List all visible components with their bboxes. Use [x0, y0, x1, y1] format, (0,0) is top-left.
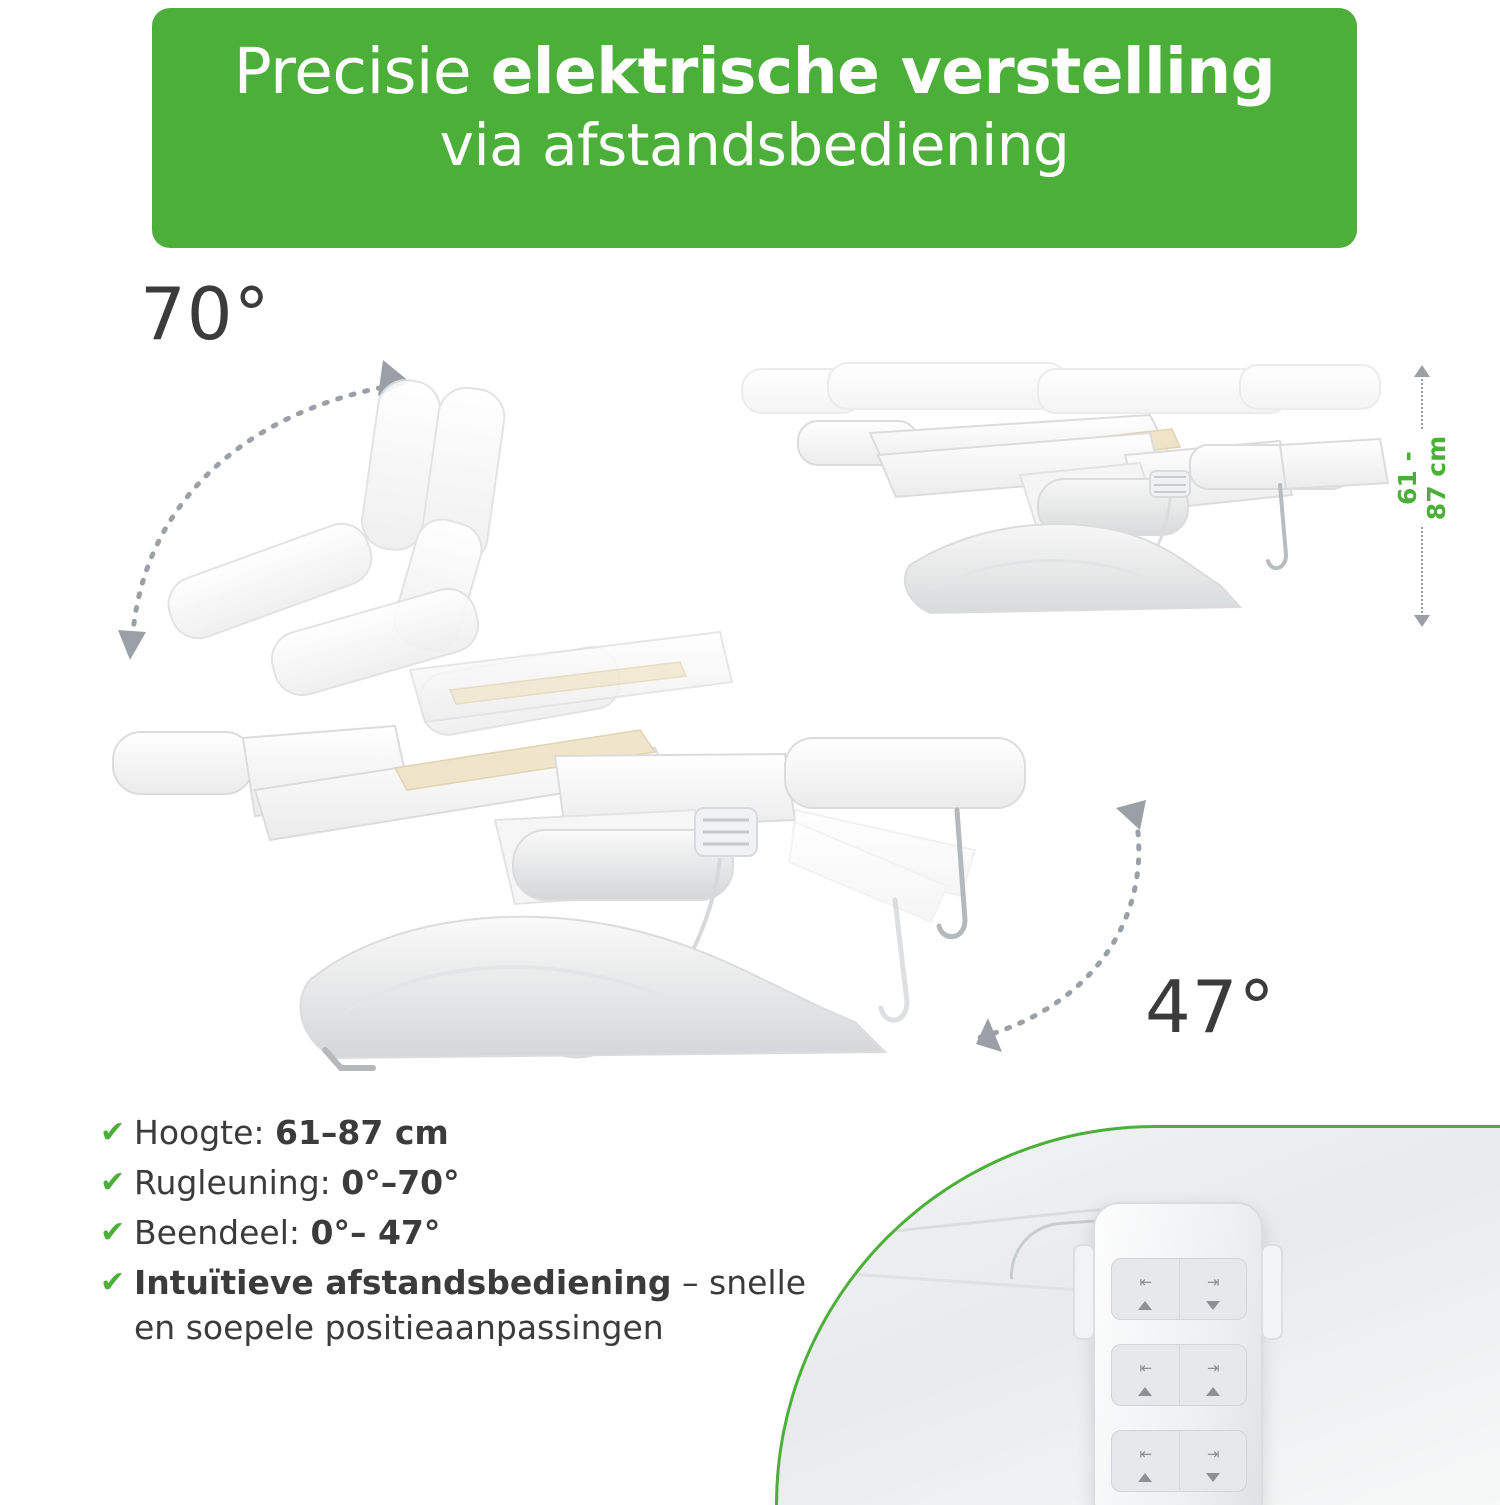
feature-label-legrest: Beendeel: [134, 1213, 311, 1252]
check-icon: ✔ [100, 1115, 126, 1150]
check-icon: ✔ [100, 1215, 126, 1250]
arrow-up-icon [1138, 1301, 1152, 1310]
remote-button-row-3[interactable] [1111, 1430, 1247, 1492]
feature-suffix-remote: – snelle [671, 1263, 807, 1302]
feature-item-legrest [100, 1210, 860, 1256]
feature-value-legrest: 0°– 47° [310, 1213, 441, 1252]
feature-label-height: Hoogte: [134, 1113, 275, 1152]
remote-button-3-right[interactable] [1179, 1431, 1247, 1491]
banner-title-line1 [152, 34, 1357, 110]
height-icon: ⇤ [1139, 1445, 1152, 1463]
feature-text-legrest [134, 1210, 440, 1256]
arrow-down-icon [1206, 1301, 1220, 1310]
arrow-up-icon [1206, 1387, 1220, 1396]
check-icon: ✔ [100, 1165, 126, 1200]
remote-button-1-right[interactable] [1179, 1259, 1247, 1319]
feature-line2-remote: en soepele positieaanpassingen [134, 1308, 664, 1347]
backrest-icon: ⇥ [1206, 1273, 1219, 1291]
feature-list [100, 1110, 860, 1354]
check-icon: ✔ [100, 1265, 126, 1300]
feature-value-remote: Intuïtieve afstandsbediening [134, 1263, 672, 1302]
feature-item-backrest [100, 1160, 860, 1206]
remote-button-row-1[interactable] [1111, 1258, 1247, 1320]
feature-value-height: 61–87 cm [275, 1113, 449, 1152]
remote-button-2-left[interactable] [1112, 1345, 1179, 1405]
remote-closeup-inset [775, 1125, 1500, 1505]
arrow-down-icon [1206, 1473, 1220, 1482]
remote-control-device[interactable] [1093, 1202, 1263, 1505]
remote-button-row-2[interactable] [1111, 1344, 1247, 1406]
feature-item-remote [100, 1260, 860, 1350]
height-icon: ⇥ [1206, 1445, 1219, 1463]
backrest-icon: ⇤ [1139, 1273, 1152, 1291]
feature-item-height [100, 1110, 860, 1156]
height-range-label: 61 - 87 cm [1391, 430, 1453, 526]
feature-text-height [134, 1110, 449, 1156]
height-annotation [1393, 365, 1451, 627]
remote-button-2-right[interactable] [1179, 1345, 1247, 1405]
legrest-angle-label: 47° [1145, 965, 1276, 1049]
banner-title-bold: elektrische verstelling [490, 35, 1276, 108]
legrest-icon: ⇥ [1206, 1359, 1219, 1377]
backrest-angle-label: 70° [140, 272, 271, 356]
chair-lowered-illustration [95, 690, 1125, 1090]
remote-button-3-left[interactable] [1112, 1431, 1179, 1491]
banner-title-plain: Precisie [233, 35, 491, 108]
banner-title-line2: via afstandsbediening [439, 111, 1070, 179]
arrow-up-icon [1138, 1473, 1152, 1482]
remote-button-1-left[interactable] [1112, 1259, 1179, 1319]
remote-clip-left [1073, 1244, 1095, 1340]
height-arrow-down-icon [1414, 615, 1430, 627]
header-banner [152, 8, 1357, 248]
feature-label-backrest: Rugleuning: [134, 1163, 342, 1202]
feature-value-backrest: 0°–70° [341, 1163, 460, 1202]
feature-text-remote [134, 1260, 806, 1350]
legrest-icon: ⇤ [1139, 1359, 1152, 1377]
arrow-up-icon [1138, 1387, 1152, 1396]
remote-clip-right [1261, 1244, 1283, 1340]
feature-text-backrest [134, 1160, 460, 1206]
